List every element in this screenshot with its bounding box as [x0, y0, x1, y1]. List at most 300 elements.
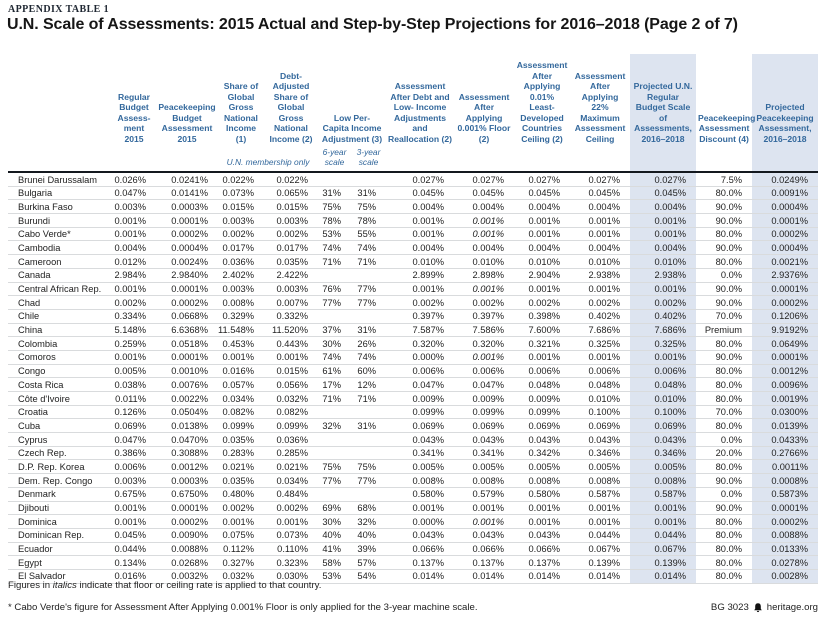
- value-cell: 0.043%: [454, 528, 514, 542]
- value-cell: 0.017%: [218, 241, 264, 255]
- value-cell: 0.001%: [112, 501, 156, 515]
- value-cell: 0.044%: [630, 528, 696, 542]
- value-cell: 2.984%: [112, 268, 156, 282]
- value-cell: 0.099%: [218, 419, 264, 433]
- value-cell: 80.0%: [696, 255, 752, 269]
- subheader-row: [8, 147, 818, 172]
- country-cell: Cuba: [8, 419, 112, 433]
- value-cell: 80.0%: [696, 528, 752, 542]
- value-cell: 75%: [351, 200, 386, 214]
- value-cell: 0.009%: [386, 392, 454, 406]
- value-cell: 0.0002%: [752, 515, 818, 529]
- assessments-table-container: [8, 54, 818, 584]
- value-cell: 0.010%: [514, 255, 570, 269]
- value-cell: 0.067%: [570, 542, 630, 556]
- value-cell: 0.036%: [264, 433, 318, 447]
- value-cell: 0.069%: [514, 419, 570, 433]
- value-cell: 0.005%: [514, 460, 570, 474]
- column-header: Regular Budget Assess- ment 2015: [117, 91, 151, 144]
- value-cell: 0.283%: [218, 446, 264, 460]
- table-row: [8, 556, 818, 570]
- value-cell: 0.0096%: [752, 378, 818, 392]
- value-cell: 0.004%: [570, 200, 630, 214]
- value-cell: [351, 268, 386, 282]
- value-cell: 80.0%: [696, 419, 752, 433]
- value-cell: 0.027%: [570, 172, 630, 186]
- table-row: [8, 378, 818, 392]
- table-row: [8, 323, 818, 337]
- value-cell: 0.0076%: [156, 378, 218, 392]
- value-cell: 0.045%: [570, 186, 630, 200]
- value-cell: 0.0518%: [156, 337, 218, 351]
- value-cell: 0.320%: [454, 337, 514, 351]
- value-cell: 0.402%: [570, 309, 630, 323]
- value-cell: 0.044%: [112, 542, 156, 556]
- table-row: [8, 255, 818, 269]
- value-cell: 0.010%: [630, 392, 696, 406]
- value-cell: 0.323%: [264, 556, 318, 570]
- value-cell: 0.580%: [386, 487, 454, 501]
- value-cell: 0.001%: [264, 350, 318, 364]
- value-cell: 0.126%: [112, 405, 156, 419]
- value-cell: 0.069%: [386, 419, 454, 433]
- value-cell: 53%: [318, 569, 351, 583]
- value-cell: 0.137%: [514, 556, 570, 570]
- value-cell: 0.004%: [630, 200, 696, 214]
- appendix-table-label: APPENDIX TABLE 1: [8, 4, 110, 15]
- value-cell: 80.0%: [696, 227, 752, 241]
- value-cell: 0.004%: [386, 241, 454, 255]
- value-cell: 0.001%: [386, 282, 454, 296]
- value-cell: [351, 487, 386, 501]
- value-cell: 0.035%: [264, 255, 318, 269]
- value-cell: 0.0649%: [752, 337, 818, 351]
- table-row: [8, 515, 818, 529]
- value-cell: 0.073%: [218, 186, 264, 200]
- value-cell: 0.005%: [570, 460, 630, 474]
- value-cell: 90.0%: [696, 282, 752, 296]
- value-cell: 7.5%: [696, 172, 752, 186]
- value-cell: [351, 446, 386, 460]
- value-cell: [318, 405, 351, 419]
- value-cell: 0.021%: [218, 460, 264, 474]
- value-cell: 32%: [318, 419, 351, 433]
- value-cell: 0.332%: [264, 309, 318, 323]
- value-cell: 0.099%: [264, 419, 318, 433]
- value-cell: 0.0022%: [156, 392, 218, 406]
- value-cell: 0.0002%: [752, 296, 818, 310]
- table-header: [8, 54, 818, 172]
- cabo-verde-footnote: * Cabo Verde's figure for Assessment After Applying 0.001% Floor is only applied for the 3-year machine scale.: [8, 602, 478, 613]
- value-cell: 0.001%: [454, 350, 514, 364]
- value-cell: 0.069%: [570, 419, 630, 433]
- value-cell: 0.001%: [112, 227, 156, 241]
- value-cell: 0.320%: [386, 337, 454, 351]
- value-cell: 90.0%: [696, 501, 752, 515]
- table-row: [8, 433, 818, 447]
- value-cell: 0.0001%: [752, 214, 818, 228]
- country-cell: Bulgaria: [8, 186, 112, 200]
- country-cell: Chile: [8, 309, 112, 323]
- value-cell: 0.001%: [386, 227, 454, 241]
- value-cell: 11.520%: [264, 323, 318, 337]
- value-cell: 0.001%: [454, 227, 514, 241]
- value-cell: 0.099%: [454, 405, 514, 419]
- value-cell: 90.0%: [696, 296, 752, 310]
- value-cell: 0.004%: [454, 241, 514, 255]
- country-cell: Central African Rep.: [8, 282, 112, 296]
- value-cell: 0.0138%: [156, 419, 218, 433]
- value-cell: 0.038%: [112, 378, 156, 392]
- subheader-spacer: [570, 147, 630, 172]
- value-cell: [318, 268, 351, 282]
- footnote-text: Figures in: [8, 580, 53, 591]
- value-cell: [351, 405, 386, 419]
- country-cell: Dem. Rep. Congo: [8, 474, 112, 488]
- value-cell: 0.022%: [264, 172, 318, 186]
- value-cell: 0.001%: [570, 214, 630, 228]
- value-cell: 0.346%: [570, 446, 630, 460]
- value-cell: 0.0019%: [752, 392, 818, 406]
- value-cell: 0.047%: [112, 186, 156, 200]
- value-cell: 0.139%: [570, 556, 630, 570]
- country-column-header: [8, 54, 112, 147]
- value-cell: 0.002%: [570, 296, 630, 310]
- country-cell: Colombia: [8, 337, 112, 351]
- value-cell: 0.006%: [454, 364, 514, 378]
- value-cell: 76%: [318, 282, 351, 296]
- table-row: [8, 501, 818, 515]
- table-row: [8, 474, 818, 488]
- value-cell: 0.016%: [218, 364, 264, 378]
- value-cell: 0.0012%: [156, 460, 218, 474]
- value-cell: 0.021%: [264, 460, 318, 474]
- value-cell: 0.014%: [454, 569, 514, 583]
- value-cell: 0.004%: [386, 200, 454, 214]
- value-cell: 68%: [351, 501, 386, 515]
- italics-footnote: [8, 580, 321, 591]
- column-header: Debt- Adjusted Share of Global Gross National Income (2): [269, 70, 313, 144]
- value-cell: 0.045%: [630, 186, 696, 200]
- value-cell: 2.422%: [264, 268, 318, 282]
- value-cell: 0.001%: [386, 501, 454, 515]
- value-cell: 0.484%: [264, 487, 318, 501]
- value-cell: 0.048%: [514, 378, 570, 392]
- value-cell: 0.0012%: [752, 364, 818, 378]
- country-cell: Cabo Verde*: [8, 227, 112, 241]
- value-cell: 71%: [351, 392, 386, 406]
- value-cell: Premium: [696, 323, 752, 337]
- value-cell: 0.075%: [218, 528, 264, 542]
- footnote-text: indicate that floor or ceiling rate is applied to that country.: [76, 580, 322, 591]
- value-cell: 0.000%: [386, 350, 454, 364]
- value-cell: 0.027%: [514, 172, 570, 186]
- value-cell: 0.027%: [630, 172, 696, 186]
- value-cell: 0.057%: [218, 378, 264, 392]
- value-cell: 0.285%: [264, 446, 318, 460]
- country-cell: Djibouti: [8, 501, 112, 515]
- value-cell: 0.137%: [454, 556, 514, 570]
- value-cell: 0.004%: [570, 241, 630, 255]
- value-cell: [351, 433, 386, 447]
- value-cell: 78%: [318, 214, 351, 228]
- site-url: heritage.org: [766, 602, 818, 613]
- value-cell: 0.010%: [386, 255, 454, 269]
- column-header: Share of Global Gross National Income (1): [223, 81, 259, 144]
- value-cell: 0.035%: [218, 474, 264, 488]
- value-cell: 74%: [351, 350, 386, 364]
- country-cell: Congo: [8, 364, 112, 378]
- value-cell: 60%: [351, 364, 386, 378]
- country-cell: Cameroon: [8, 255, 112, 269]
- value-cell: 0.043%: [386, 433, 454, 447]
- value-cell: 0.001%: [630, 282, 696, 296]
- country-cell: Dominican Rep.: [8, 528, 112, 542]
- value-cell: 0.001%: [514, 515, 570, 529]
- country-cell: Denmark: [8, 487, 112, 501]
- value-cell: 0.0010%: [156, 364, 218, 378]
- value-cell: 0.008%: [630, 474, 696, 488]
- value-cell: 0.043%: [630, 433, 696, 447]
- value-cell: 90.0%: [696, 474, 752, 488]
- value-cell: 0.0008%: [752, 474, 818, 488]
- value-cell: 0.0004%: [156, 241, 218, 255]
- assessments-table: [8, 54, 818, 584]
- value-cell: 0.002%: [264, 501, 318, 515]
- value-cell: 0.004%: [112, 241, 156, 255]
- value-cell: 0.100%: [570, 405, 630, 419]
- table-row: [8, 241, 818, 255]
- value-cell: 80.0%: [696, 556, 752, 570]
- value-cell: 0.001%: [454, 501, 514, 515]
- value-cell: 0.008%: [218, 296, 264, 310]
- value-cell: 0.001%: [514, 501, 570, 515]
- table-row: [8, 405, 818, 419]
- value-cell: 30%: [318, 515, 351, 529]
- value-cell: 0.006%: [570, 364, 630, 378]
- value-cell: 0.056%: [264, 378, 318, 392]
- value-cell: 6.6368%: [156, 323, 218, 337]
- value-cell: 0.341%: [454, 446, 514, 460]
- value-cell: 0.007%: [264, 296, 318, 310]
- value-cell: 0.001%: [112, 214, 156, 228]
- value-cell: 0.003%: [264, 214, 318, 228]
- value-cell: 0.009%: [454, 392, 514, 406]
- value-cell: 0.043%: [386, 528, 454, 542]
- value-cell: 0.010%: [630, 255, 696, 269]
- value-cell: 0.043%: [570, 433, 630, 447]
- country-cell: Costa Rica: [8, 378, 112, 392]
- table-row: [8, 392, 818, 406]
- value-cell: 7.686%: [630, 323, 696, 337]
- value-cell: 0.015%: [264, 364, 318, 378]
- value-cell: 0.015%: [264, 200, 318, 214]
- value-cell: 0.047%: [386, 378, 454, 392]
- value-cell: 2.938%: [570, 268, 630, 282]
- subheader-spacer: [514, 147, 570, 172]
- value-cell: 0.0011%: [752, 460, 818, 474]
- value-cell: 71%: [318, 255, 351, 269]
- doc-id: BG 3023: [710, 602, 749, 613]
- table-row: [8, 309, 818, 323]
- value-cell: 0.3088%: [156, 446, 218, 460]
- value-cell: 0.066%: [454, 542, 514, 556]
- table-row: [8, 364, 818, 378]
- value-cell: 0.044%: [570, 528, 630, 542]
- value-cell: [318, 487, 351, 501]
- value-cell: 74%: [318, 241, 351, 255]
- value-cell: 0.008%: [454, 474, 514, 488]
- value-cell: 77%: [351, 282, 386, 296]
- value-cell: 0.006%: [386, 364, 454, 378]
- value-cell: 0.0%: [696, 268, 752, 282]
- value-cell: 0.002%: [264, 227, 318, 241]
- value-cell: 0.001%: [514, 227, 570, 241]
- value-cell: 0.005%: [386, 460, 454, 474]
- value-cell: 0.005%: [112, 364, 156, 378]
- value-cell: 0.067%: [630, 542, 696, 556]
- value-cell: 77%: [351, 474, 386, 488]
- table-row: [8, 542, 818, 556]
- value-cell: 0.027%: [386, 172, 454, 186]
- value-cell: 17%: [318, 378, 351, 392]
- value-cell: 0.139%: [630, 556, 696, 570]
- value-cell: 2.938%: [630, 268, 696, 282]
- subheader-spacer: [630, 147, 696, 172]
- value-cell: 0.027%: [454, 172, 514, 186]
- value-cell: 5.148%: [112, 323, 156, 337]
- value-cell: 0.0668%: [156, 309, 218, 323]
- value-cell: 0.003%: [264, 282, 318, 296]
- value-cell: 80.0%: [696, 515, 752, 529]
- value-cell: 31%: [351, 186, 386, 200]
- value-cell: 0.001%: [630, 515, 696, 529]
- value-cell: 0.002%: [218, 227, 264, 241]
- value-cell: 0.045%: [112, 528, 156, 542]
- value-cell: 0.014%: [514, 569, 570, 583]
- value-cell: 0.048%: [570, 378, 630, 392]
- value-cell: 0.0001%: [156, 282, 218, 296]
- value-cell: [318, 446, 351, 460]
- value-cell: 0.069%: [454, 419, 514, 433]
- value-cell: 0.014%: [386, 569, 454, 583]
- value-cell: 0.001%: [454, 282, 514, 296]
- value-cell: 0.0028%: [752, 569, 818, 583]
- table-row: [8, 528, 818, 542]
- table-row: [8, 487, 818, 501]
- value-cell: 0.099%: [386, 405, 454, 419]
- value-cell: 0.325%: [570, 337, 630, 351]
- value-cell: 0.032%: [218, 569, 264, 583]
- value-cell: 0.032%: [264, 392, 318, 406]
- column-header: Projected Peacekeeping Assessment, 2016–2018: [752, 54, 818, 147]
- value-cell: 0.001%: [630, 501, 696, 515]
- value-cell: 0.398%: [514, 309, 570, 323]
- value-cell: 0.0002%: [752, 227, 818, 241]
- value-cell: 0.008%: [386, 474, 454, 488]
- value-cell: 31%: [318, 186, 351, 200]
- value-cell: 0.0001%: [752, 350, 818, 364]
- value-cell: 2.899%: [386, 268, 454, 282]
- value-cell: 0.402%: [630, 309, 696, 323]
- value-cell: 2.898%: [454, 268, 514, 282]
- table-row: [8, 419, 818, 433]
- value-cell: 40%: [318, 528, 351, 542]
- value-cell: 0.001%: [112, 350, 156, 364]
- value-cell: 0.001%: [218, 515, 264, 529]
- subheader-spacer: [752, 147, 818, 172]
- source-credit: [711, 602, 818, 613]
- value-cell: 90.0%: [696, 350, 752, 364]
- value-cell: 37%: [318, 323, 351, 337]
- value-cell: 0.0300%: [752, 405, 818, 419]
- country-cell: Cyprus: [8, 433, 112, 447]
- value-cell: 0.0141%: [156, 186, 218, 200]
- value-cell: 0.0091%: [752, 186, 818, 200]
- value-cell: 0.010%: [570, 392, 630, 406]
- value-cell: 2.9840%: [156, 268, 218, 282]
- value-cell: 0.001%: [570, 227, 630, 241]
- three-year-scale-label: 3-year scale: [351, 147, 386, 172]
- value-cell: 0.002%: [386, 296, 454, 310]
- value-cell: 80.0%: [696, 186, 752, 200]
- value-cell: 0.000%: [386, 515, 454, 529]
- value-cell: 0.0001%: [156, 350, 218, 364]
- value-cell: 0.334%: [112, 309, 156, 323]
- value-cell: 0.001%: [386, 214, 454, 228]
- value-cell: 0.0241%: [156, 172, 218, 186]
- value-cell: 2.904%: [514, 268, 570, 282]
- value-cell: 57%: [351, 556, 386, 570]
- value-cell: 0.0021%: [752, 255, 818, 269]
- value-cell: 0.004%: [514, 200, 570, 214]
- value-cell: 20.0%: [696, 446, 752, 460]
- value-cell: [318, 172, 351, 186]
- value-cell: 0.325%: [630, 337, 696, 351]
- value-cell: 0.014%: [570, 569, 630, 583]
- value-cell: 0.675%: [112, 487, 156, 501]
- value-cell: 0.001%: [570, 282, 630, 296]
- value-cell: 0.009%: [514, 392, 570, 406]
- page-title: U.N. Scale of Assessments: 2015 Actual and Step-by-Step Projections for 2016–2018 (Page 2 of 7): [7, 16, 738, 33]
- value-cell: 0.001%: [514, 282, 570, 296]
- value-cell: 0.397%: [454, 309, 514, 323]
- value-cell: 0.005%: [454, 460, 514, 474]
- value-cell: 7.586%: [454, 323, 514, 337]
- value-cell: 70.0%: [696, 309, 752, 323]
- country-cell: Dominica: [8, 515, 112, 529]
- country-cell: Czech Rep.: [8, 446, 112, 460]
- footnote-italics-word: italics: [52, 580, 77, 591]
- value-cell: 11.548%: [218, 323, 264, 337]
- value-cell: 0.001%: [630, 227, 696, 241]
- value-cell: 0.0001%: [156, 214, 218, 228]
- column-header: Peacekeeping Assessment Discount (4): [698, 112, 756, 144]
- value-cell: 0.0024%: [156, 255, 218, 269]
- value-cell: 9.9192%: [752, 323, 818, 337]
- column-header: Low Per- Capita Income Adjustment (3): [321, 112, 383, 144]
- value-cell: 78%: [351, 214, 386, 228]
- value-cell: 0.0003%: [156, 200, 218, 214]
- value-cell: 0.110%: [264, 542, 318, 556]
- value-cell: [351, 172, 386, 186]
- value-cell: 0.587%: [570, 487, 630, 501]
- table-row: [8, 268, 818, 282]
- value-cell: 0.006%: [514, 364, 570, 378]
- value-cell: 0.002%: [218, 501, 264, 515]
- country-cell: Côte d'Ivoire: [8, 392, 112, 406]
- value-cell: 0.043%: [454, 433, 514, 447]
